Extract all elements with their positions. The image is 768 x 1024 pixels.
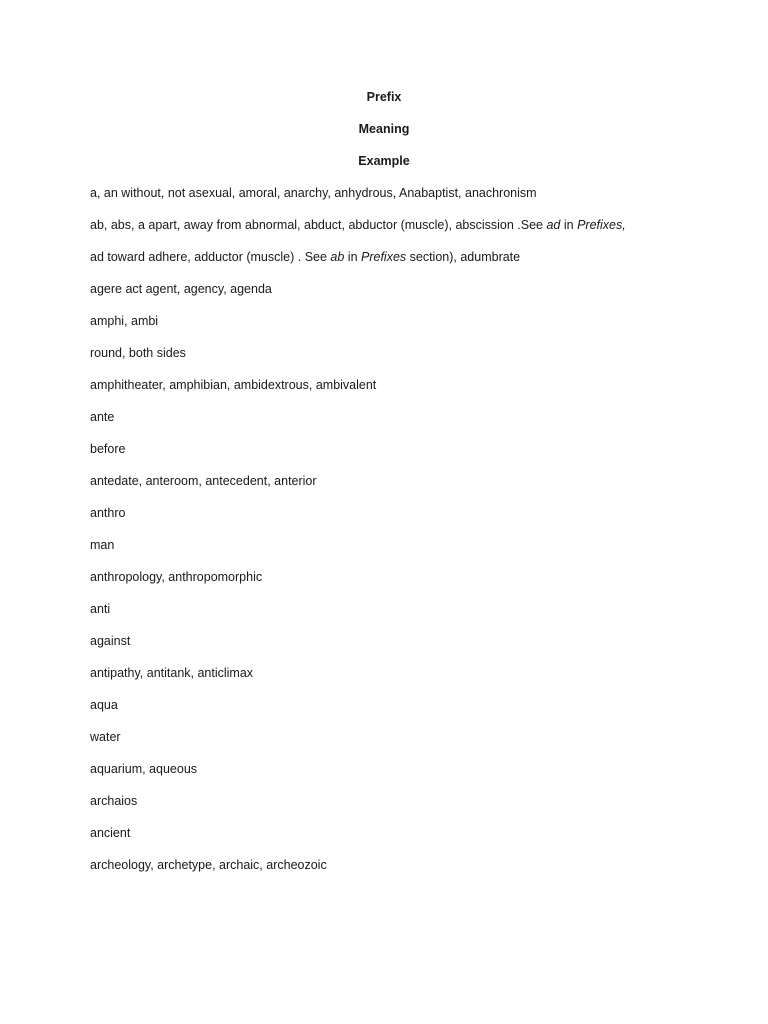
italic-text: ab [330, 250, 345, 264]
line-text: ab, abs, a apart, away from abnormal, abduct, abductor (muscle), abscission .See [90, 218, 547, 232]
heading-prefix: Prefix [366, 90, 402, 104]
italic-text: Prefixes, [577, 218, 626, 232]
list-item [90, 569, 710, 601]
list-item [90, 697, 710, 729]
list-item [90, 793, 710, 825]
line-text: section), adumbrate [406, 250, 521, 264]
line-text: before [90, 442, 126, 456]
list-item [90, 345, 710, 377]
prefix-list [90, 185, 710, 889]
line-text: water [90, 730, 121, 744]
list-item [90, 409, 710, 441]
line-text: round, both sides [90, 346, 186, 360]
list-item [90, 665, 710, 697]
list-item [90, 729, 710, 761]
line-text: archeology, archetype, archaic, archeozoic [90, 858, 327, 872]
list-item [90, 249, 710, 281]
italic-text: Prefixes [361, 250, 407, 264]
line-text: against [90, 634, 131, 648]
list-item [90, 441, 710, 473]
line-text: anthropology, anthropomorphic [90, 570, 263, 584]
list-item [90, 473, 710, 505]
line-text: aqua [90, 698, 118, 712]
line-text: antedate, anteroom, antecedent, anterior [90, 474, 317, 488]
list-item [90, 313, 710, 345]
heading-example: Example [358, 154, 410, 168]
list-item [90, 217, 710, 249]
line-text: archaios [90, 794, 138, 808]
list-item [90, 185, 710, 217]
list-item [90, 633, 710, 665]
line-text: a, an without, not asexual, amoral, anarchy, anhydrous, Anabaptist, anachronism [90, 186, 537, 200]
line-text: man [90, 538, 115, 552]
heading-meaning: Meaning [358, 122, 410, 136]
line-text: amphitheater, amphibian, ambidextrous, ambivalent [90, 378, 377, 392]
line-text: agere act agent, agency, agenda [90, 282, 272, 296]
line-text: anti [90, 602, 111, 616]
line-text: in [560, 218, 578, 232]
list-item [90, 505, 710, 537]
line-text: ante [90, 410, 115, 424]
list-item [90, 377, 710, 409]
list-item [90, 761, 710, 793]
list-item [90, 281, 710, 313]
line-text: ad toward adhere, adductor (muscle) . See [90, 250, 331, 264]
list-item [90, 537, 710, 569]
line-text: anthro [90, 506, 126, 520]
list-item [90, 601, 710, 633]
line-text: ancient [90, 826, 131, 840]
italic-text: ad [546, 218, 561, 232]
line-text: in [344, 250, 361, 264]
line-text: antipathy, antitank, anticlimax [90, 666, 254, 680]
line-text: amphi, ambi [90, 314, 159, 328]
list-item [90, 857, 710, 889]
list-item [90, 825, 710, 857]
line-text: aquarium, aqueous [90, 762, 198, 776]
